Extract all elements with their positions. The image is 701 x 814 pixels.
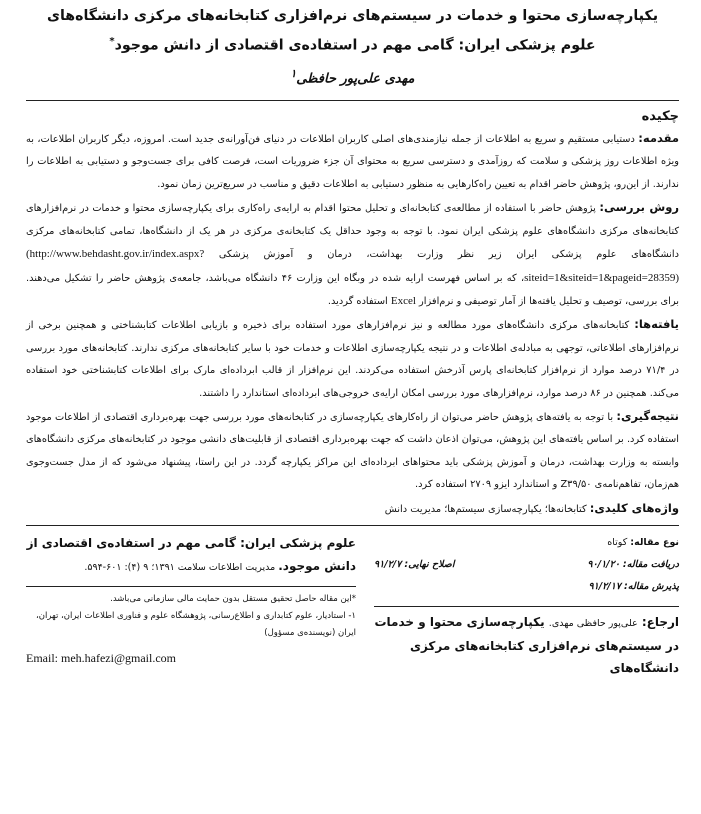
citation-bold: علوم پزشکی ایران: گامی مهم در استفاده‌ی اقتصادی از دانش موجود. [26,535,356,573]
conclusion-text: با توجه به یافته‌های پژوهش حاضر می‌توان از راه‌کارهای یکپارچه‌سازی در کتابخانه‌های مورد بررسی جهت بهره‌برداری اقتصادی از اطلاعات موجود استفاده کرد. بر اساس یافته‌های این پژوهش، می‌توان اذعان داشت که جهت بهره‌برداری اقتصادی از قابلیت‌های دانشی موجود در کتابخانه‌های مرکزی دانشگاه‌های وابسته به وزارت بهداشت، درمان و آموزش پزشکی باید محتواهای ابرداده‌ای این مراکز یکپارچه گردد. در این راستا، پیشنهاد می‌شود که از مدل جست‌وجوی هم‌زمان، تفاهم‌نامه‌ی Z۳۹/۵۰ و استاندارد ایزو ۲۷۰۹ استفاده کرد. [26,411,679,491]
reference [374,611,679,679]
accepted-value: ۹۱/۲/۱۷ [588,580,621,592]
accepted-date [374,576,679,598]
title-line-1: یکپارچه‌سازی محتوا و خدمات در سیستم‌های نرم‌افزاری کتابخانه‌های مرکزی دانشگاه‌های [46,8,659,24]
type-value: کوتاه [607,536,628,548]
revision-date [374,554,454,576]
ref-author: علی‌پور حافظی مهدی. [548,617,638,629]
author-email[interactable]: Email: meh.hafezi@gmail.com [26,650,176,665]
method-text-2: ، که بر اساس فهرست ارایه شده در وبگاه این وزارت ۴۶ دانشگاه می‌باشد، جامعه‌ی پژوهش حاضر را تشکیل می‌دهند. برای بررسی، توصیف و تحلیل یافته‌ها از آمار توصیفی و نرم‌افزار [26,272,679,307]
keywords-label: واژه‌های کلیدی: [589,500,679,515]
type-label: نوع مقاله: [630,536,679,548]
bottom-section [26,532,679,679]
received-label: دریافت مقاله: [622,558,679,570]
revision-label: اصلاح نهایی: [404,558,455,570]
citation-rest: مدیریت اطلاعات سلامت ۱۳۹۱؛ ۹ (۴): ۶۰۱-۵۹۴. [84,561,276,573]
method-excel: Excel [390,294,416,307]
article-title [26,4,679,59]
title-star: * [109,36,115,47]
dates-row [374,554,679,576]
accepted-label: پذیرش مقاله: [624,580,679,592]
author-divider [26,100,679,101]
abstract-conclusion [26,405,679,497]
citation-continued [26,532,356,578]
article-type [374,532,679,554]
title-line-2-text: علوم پزشکی ایران: گامی مهم در استفاده‌ی اقتصادی از دانش موجود [114,37,596,54]
abstract-heading: چکیده [641,109,679,125]
abstract-keywords [26,497,679,521]
abstract-method [26,196,679,313]
method-url-link[interactable]: (http://www.behdasht.gov.ir/index.aspx?siteid=1&siteid=1&pageid=28359) [26,248,679,284]
intro-text: دستیابی مستقیم و سریع به اطلاعات از جمله نیازمندی‌های اصلی کاربران اطلاعات در دنیای فن‌آورانه‌ی جدید است. امروزه، دیگر کاربران اطلاعات، به ویژه اطلاعات روز پزشکی و سلامت که روزآمدی و دسترسی سریع به محتوای آن جزء ضروریات است، فرصت کافی برای جست‌وجو و دستیابی به اطلاعات را ندارند. از این‌رو، پژوهش حاضر اقدام به تعیین راه‌کارهایی به منظور دستیابی به اطلاعات دقیق و مناسب در سریع‌ترین زمان نمود. [26,134,679,190]
abstract-divider [26,525,679,526]
citation-column [26,532,356,679]
article-meta-column [374,532,679,679]
author-name: مهدی علی‌پور حافظی [296,71,415,87]
ref-label: ارجاع: [641,614,679,629]
results-label: یافته‌ها: [634,317,679,332]
author-mark: ۱ [290,66,297,80]
conclusion-label: نتیجه‌گیری: [616,408,679,423]
results-text: کتابخانه‌های مرکزی دانشگاه‌های مورد مطالعه و نیز نرم‌افزارهای مورد استفاده برای ذخیره و بازیابی اطلاعات کتابشناختی و همچنین برخی از نرم‌افزارهای اطلاعاتی، توجهی به مبادله‌ی اطلاعات و در نتیجه یکپارچه‌سازی اطلاعات و خدمات خود با سایر کتابخانه‌های مرکزی ندارند. کتابخانه‌های مورد بررسی در ۷۱/۴ درصد موارد از نرم‌افزار کتابخانه‌ای پارس آذرخش استفاده می‌کردند. این نرم‌افزار از قالب ابرداده‌ای مارک برای اطلاعات کتابشناختی خود استفاده می‌کند. همچنین در ۸۶ درصد موارد، نرم‌افزارهای مورد بررسی امکان ارایه‌ی خروجی‌های ابرداده‌ای استاندارد را داشتند. [26,320,679,399]
ref-title: یکپارچه‌سازی محتوا و خدمات در سیستم‌های نرم‌افزاری کتابخانه‌های مرکزی دانشگاه‌های [374,614,679,675]
received-value: ۹۰/۱/۲۰ [587,558,620,570]
method-label: روش بررسی: [599,200,679,215]
revision-value: ۹۱/۲/۷ [374,558,402,570]
abstract-intro [26,127,679,196]
method-text-1: پژوهش حاضر با استفاده از مطالعه‌ی کتابخانه‌ای و تحلیل محتوا اقدام به ارایه‌ی راه‌کاری برای یکپارچه‌سازی محتوا و خدمات در نرم‌افزارهای کتابخانه‌های مرکزی دانشگاه‌های علوم پزشکی ایران نمود. با توجه به وجود حداقل یک کتابخانه‌ی مرکزی در هر یک از دانشگاه‌ها، تمامی کتابخانه‌های مرکزی دانشگاه‌های علوم پزشکی ایران زیر نظر وزارت بهداشت، درمان و آموزش پزشکی [26,203,679,261]
meta-divider [374,606,679,607]
title-line-2 [26,29,679,59]
abstract-results [26,313,679,405]
received-date [587,554,679,576]
footnote-2: ۱- استادیار، علوم کتابداری و اطلاع‌رسانی، پژوهشگاه علوم و فناوری اطلاعات ایران، تهران، ایران (نویسنده‌ی مسؤول) [35,610,356,638]
author-line [26,65,679,88]
intro-label: مقدمه: [638,131,679,146]
method-text-3: استفاده گردید. [327,295,391,307]
footnote-1: *این مقاله حاصل تحقیق مستقل بدون حمایت مالی سازمانی می‌باشد. [110,593,356,604]
footnote-divider [26,586,356,587]
keywords-text: کتابخانه‌ها؛ یکپارچه‌سازی سیستم‌ها؛ مدیریت دانش [384,503,587,515]
